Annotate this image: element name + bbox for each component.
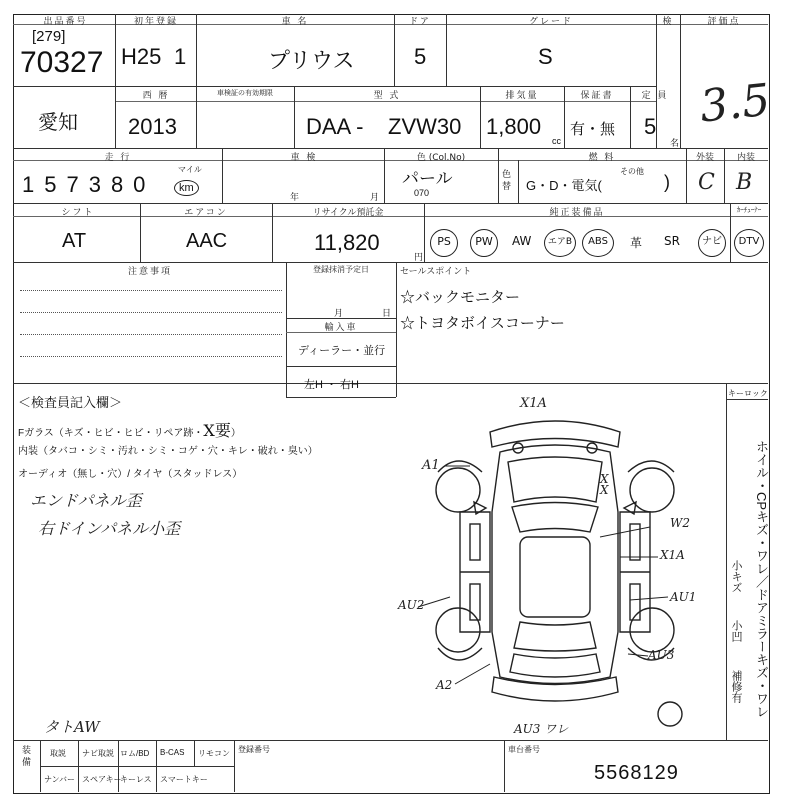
- rule: [140, 203, 141, 262]
- equip-plate: ナンバー: [44, 775, 76, 784]
- label-plate-number: 登録番号: [238, 745, 270, 754]
- rule: [446, 14, 447, 86]
- fuel-other: その他: [620, 167, 644, 176]
- model-prefix: DAA -: [306, 114, 364, 139]
- model-code: ZVW30: [388, 114, 462, 139]
- sales-point-1: ☆バックモニター: [400, 289, 521, 306]
- mark-front-x1a: X1A: [520, 396, 547, 411]
- registration-day: 日: [382, 308, 392, 318]
- label-lot: 出品番号: [43, 17, 88, 27]
- session-number: [279]: [32, 28, 66, 45]
- label-warranty: 保証書: [580, 91, 614, 101]
- glass-mark: X要: [203, 421, 231, 440]
- shift: AT: [62, 230, 87, 252]
- label-doors: ドア: [409, 17, 431, 27]
- rule: [13, 203, 768, 204]
- rule: [194, 740, 195, 766]
- rule: [518, 160, 519, 203]
- fuel: G・D・電気(: [526, 178, 602, 193]
- label-model: 型 式: [373, 91, 401, 101]
- capacity: 5: [644, 114, 657, 139]
- label-capacity: 定 員: [641, 91, 669, 101]
- registration-month: 月: [334, 308, 344, 318]
- capacity-unit: 名: [670, 138, 680, 148]
- label-options: 純正装備品: [549, 208, 605, 218]
- air-conditioner: AAC: [186, 230, 228, 252]
- equip-keyless: キーレス: [120, 775, 152, 784]
- steering-side: 左H ・ 右H: [304, 379, 359, 391]
- equip-spare-key: スペアキー: [82, 775, 122, 784]
- label-inspection-due: 車 検: [290, 153, 318, 163]
- first-registration-month: 1: [174, 44, 187, 69]
- rule: [272, 203, 273, 262]
- label-registration-date: 登録抹消予定日: [313, 265, 369, 274]
- rule: [156, 740, 157, 792]
- mark-a1: A1: [422, 458, 440, 473]
- equip-manual: 取説: [50, 749, 66, 758]
- rule: [286, 366, 396, 367]
- rule: [724, 148, 725, 203]
- rule: [686, 148, 687, 203]
- option-pw: PW: [470, 229, 498, 257]
- rule: [13, 383, 768, 384]
- car-name: プリウス: [268, 48, 355, 73]
- recycle-fee: 11,820: [314, 230, 380, 255]
- inspector-sign: タトAW: [44, 718, 100, 736]
- interior-note: 内装（タバコ・シミ・汚れ・シミ・コゲ・穴・キレ・破れ・臭い）: [18, 446, 318, 457]
- mileage: 157380: [22, 172, 156, 197]
- yen-unit: 円: [414, 252, 424, 262]
- label-displacement: 排気量: [505, 91, 539, 101]
- inspection-month-suffix: 月: [370, 192, 380, 202]
- note-line: [20, 290, 282, 291]
- rule: [504, 740, 505, 792]
- rule: [115, 14, 116, 148]
- warranty: 有・無: [570, 121, 616, 138]
- label-chassis-number: 車台番号: [508, 745, 540, 754]
- mark-a2: A2: [436, 678, 453, 692]
- label-interior: 内装: [736, 153, 755, 163]
- sales-point-2: ☆トヨタボイスコーナー: [400, 315, 565, 332]
- label-tuner: ｶｰﾁｭｰﾅｰ: [736, 206, 762, 214]
- mileage-unit-mile: マイル: [178, 165, 202, 174]
- rule: [196, 86, 197, 148]
- handwritten-note-2: 右ドインパネル小歪: [38, 519, 181, 538]
- color-change: 色替: [502, 169, 512, 191]
- option-sunroof: SR: [664, 234, 680, 248]
- rule: [730, 203, 731, 262]
- label-score: 評価点: [707, 17, 741, 27]
- mark-au1: AU1: [670, 590, 697, 604]
- rule: [394, 14, 395, 86]
- mark-au2: AU2: [398, 598, 425, 612]
- glass-note-text: Fガラス（キズ・ヒビ・ヒビ・リペア跡・: [18, 428, 204, 439]
- label-region-note: 車検証の有効期限: [217, 89, 273, 97]
- rule: [13, 740, 768, 741]
- label-caution: 注意事項: [127, 267, 172, 277]
- displacement-unit: cc: [552, 136, 561, 146]
- label-fuel: 燃 料: [588, 153, 616, 163]
- label-import: 輸入車: [324, 323, 358, 333]
- option-navi: ナビ: [698, 229, 726, 257]
- inspection-year-suffix: 年: [290, 192, 300, 202]
- first-registration: H25: [121, 44, 162, 69]
- option-abs: ABS: [582, 229, 614, 257]
- legend-repaired: 補修有: [730, 670, 742, 703]
- mark-xx: X X: [600, 472, 609, 497]
- mark-bottom: AU3 ワレ: [514, 722, 569, 736]
- rule: [480, 86, 481, 148]
- rule: [424, 203, 425, 262]
- rule: [680, 14, 681, 148]
- handwritten-note-1: エンドパネル歪: [30, 491, 142, 510]
- rule: [13, 148, 768, 149]
- rule: [726, 383, 727, 740]
- label-equipment: 装備: [22, 745, 32, 767]
- label-year: 西 暦: [142, 91, 170, 101]
- rule: [294, 86, 295, 148]
- rule: [40, 766, 234, 767]
- label-grade: グレード: [528, 17, 573, 27]
- inspector-title: ＜検査員記入欄＞: [18, 395, 123, 410]
- color: パール: [402, 169, 453, 188]
- label-inspection: 検: [662, 17, 674, 27]
- option-airbag: エアB: [544, 229, 576, 257]
- label-car-name: 車 名: [281, 17, 309, 27]
- equip-smart-key: スマートキー: [160, 775, 208, 784]
- import-dealer: ディーラー・並行: [298, 345, 386, 357]
- label-mileage: 走 行: [104, 153, 132, 163]
- note-line: [20, 334, 282, 335]
- glass-note-close: ）: [230, 428, 241, 439]
- rule: [630, 86, 631, 148]
- label-ac: エアコン: [184, 208, 228, 218]
- score: 3.5: [697, 74, 773, 133]
- mileage-unit-km: km: [174, 180, 199, 196]
- grade: S: [538, 44, 553, 69]
- rule: [286, 262, 287, 397]
- doors: 5: [414, 44, 427, 69]
- equip-rom: ロム/BD: [120, 749, 150, 758]
- key-lock-label: キーロック: [728, 389, 768, 398]
- mark-au3: AU3: [648, 648, 675, 662]
- label-exterior: 外装: [695, 153, 714, 163]
- rule: [564, 86, 565, 148]
- note-line: [20, 312, 282, 313]
- displacement: 1,800: [486, 114, 542, 139]
- label-sales-points: セールスポイント: [400, 267, 472, 277]
- region: 愛知: [38, 112, 78, 134]
- equip-navi-manual: ナビ取説: [82, 749, 114, 758]
- label-first-reg: 初年登録: [133, 17, 178, 27]
- legend-small-dent: 小凹: [730, 620, 742, 642]
- chassis-number: 5568129: [594, 762, 679, 784]
- rule: [196, 14, 197, 86]
- fuel-close: ): [664, 172, 670, 192]
- wheel-mirror-legend: ホイル・CPキズ・ワレ／ドアミラーキズ・ワレ: [754, 440, 769, 719]
- lot-number: 70327: [20, 46, 104, 79]
- rule: [286, 397, 396, 398]
- equip-remote: リモコン: [198, 749, 230, 758]
- exterior-grade: C: [698, 170, 715, 195]
- rule: [78, 740, 79, 792]
- mark-w2: W2: [670, 516, 690, 530]
- rule: [384, 148, 385, 203]
- option-dtv: DTV: [734, 229, 764, 257]
- label-color: 色 (Col.No): [416, 153, 466, 163]
- option-leather: 革: [630, 236, 643, 250]
- label-recycle: リサイクル預託金: [312, 208, 384, 218]
- option-ps: PS: [430, 229, 458, 257]
- label-shift: シフト: [61, 208, 95, 218]
- note-line: [20, 356, 282, 357]
- rule: [13, 262, 768, 263]
- mark-x1a-right: X1A: [660, 548, 685, 562]
- rule: [234, 740, 235, 792]
- color-number: 070: [414, 188, 430, 198]
- rule: [498, 148, 499, 203]
- legend-small-scratch: 小キズ: [730, 560, 742, 593]
- rule: [726, 399, 768, 400]
- rule: [13, 86, 656, 87]
- model-year: 2013: [128, 114, 177, 139]
- glass-note: [18, 418, 241, 441]
- rule: [396, 262, 397, 397]
- rule: [222, 148, 223, 203]
- audio-tire-note: オーディオ（無し・穴）/ タイヤ（スタッドレス）: [18, 469, 243, 480]
- interior-grade: B: [736, 170, 753, 195]
- equip-bcas: B-CAS: [160, 748, 185, 757]
- option-aw: AW: [512, 234, 532, 248]
